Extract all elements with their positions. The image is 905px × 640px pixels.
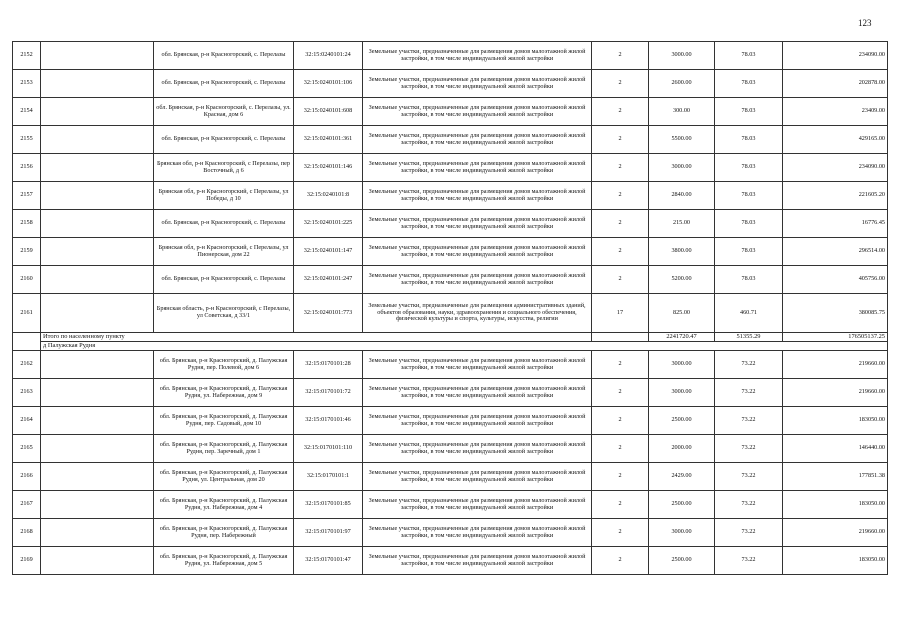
table-row [13,182,888,210]
land-use-cell: Земельные участки, предназначенные для размещения домов малоэтажной жилой застройки, в том числе индивидуальной жилой застройки [363,407,592,435]
land-use-cell: Земельные участки, предназначенные для размещения домов малоэтажной жилой застройки, в том числе индивидуальной жилой застройки [363,491,592,519]
group-code-cell: 2 [592,463,649,491]
land-use-cell: Земельные участки, предназначенные для размещения домов малоэтажной жилой застройки, в том числе индивидуальной жилой застройки [363,379,592,407]
row-number: 2167 [13,491,41,519]
subtotal-num-cell [13,333,41,342]
area-cell: 2500.00 [649,547,715,575]
area-cell: 2840.00 [649,182,715,210]
area-cell: 3000.00 [649,379,715,407]
specific-value-cell: 78.03 [715,98,783,126]
cadastral-cost-cell: 234090.00 [783,154,888,182]
table-row [13,42,888,70]
cadastral-number-cell: 32:15:0170101:110 [294,435,363,463]
cadastral-cost-cell: 219660.00 [783,379,888,407]
group-code-cell: 2 [592,42,649,70]
specific-value-cell: 73.22 [715,379,783,407]
blank-cell [41,351,154,379]
row-number: 2156 [13,154,41,182]
table-row [13,266,888,294]
subtotal-section [13,333,888,351]
settlement-num-cell [13,342,41,351]
land-use-cell: Земельные участки, предназначенные для размещения домов малоэтажной жилой застройки, в том числе индивидуальной жилой застройки [363,435,592,463]
land-use-cell: Земельные участки, предназначенные для размещения домов малоэтажной жилой застройки, в том числе индивидуальной жилой застройки [363,126,592,154]
cadastral-cost-cell: 380085.75 [783,294,888,333]
specific-value-cell: 73.22 [715,351,783,379]
settlement-name: д Палужская Рудня [41,342,888,351]
blank-cell [41,463,154,491]
subtotal-cost: 176505137.25 [783,333,888,342]
cadastral-cost-cell: 202878.00 [783,70,888,98]
cadastral-cost-cell: 16776.45 [783,210,888,238]
address-cell: обл. Брянская, р-н Красногорский, с. Перелазы [154,210,294,238]
group-code-cell: 2 [592,547,649,575]
specific-value-cell: 460.71 [715,294,783,333]
cadastral-number-cell: 32:15:0170101:97 [294,519,363,547]
land-use-cell: Земельные участки, предназначенные для размещения домов малоэтажной жилой застройки, в том числе индивидуальной жилой застройки [363,182,592,210]
table-row [13,547,888,575]
address-cell: обл. Брянская, р-н Красногорский, д. Палужская Рудня, ул. Набережная, дом 9 [154,379,294,407]
specific-value-cell: 78.03 [715,182,783,210]
table-row [13,238,888,266]
table-row [13,70,888,98]
cadastral-cost-cell: 221605.20 [783,182,888,210]
blank-cell [41,126,154,154]
blank-cell [41,294,154,333]
group-code-cell: 2 [592,435,649,463]
address-cell: обл. Брянская, р-н Красногорский, д. Палужская Рудня, ул. Центральная, дом 20 [154,463,294,491]
cadastral-cost-cell: 405756.00 [783,266,888,294]
cadastral-number-cell: 32:15:0170101:46 [294,407,363,435]
address-cell: обл. Брянская, р-н Красногорский, с. Перелазы [154,70,294,98]
land-use-cell: Земельные участки, предназначенные для размещения домов малоэтажной жилой застройки, в том числе индивидуальной жилой застройки [363,70,592,98]
address-cell: Брянская область, р-н Красногорский, с Перелазы, ул Советская, д 33/1 [154,294,294,333]
blank-cell [41,98,154,126]
cadastral-cost-cell: 429165.00 [783,126,888,154]
group-code-cell: 2 [592,182,649,210]
area-cell: 300.00 [649,98,715,126]
cadastral-number-cell: 32:15:0240101:147 [294,238,363,266]
land-use-cell: Земельные участки, предназначенные для размещения домов малоэтажной жилой застройки, в том числе индивидуальной жилой застройки [363,238,592,266]
specific-value-cell: 78.03 [715,154,783,182]
area-cell: 5500.00 [649,126,715,154]
group-code-cell: 2 [592,98,649,126]
cadastral-value-table [12,41,888,575]
group-code-cell: 2 [592,491,649,519]
address-cell: обл. Брянская, р-н Красногорский, д. Палужская Рудня, пер. Набережный [154,519,294,547]
row-number: 2157 [13,182,41,210]
specific-value-cell: 73.22 [715,547,783,575]
page-number: 123 [858,18,872,28]
specific-value-cell: 73.22 [715,407,783,435]
cadastral-cost-cell: 183050.00 [783,547,888,575]
row-number: 2165 [13,435,41,463]
group-code-cell: 2 [592,266,649,294]
specific-value-cell: 78.03 [715,210,783,238]
land-use-cell: Земельные участки, предназначенные для размещения домов малоэтажной жилой застройки, в том числе индивидуальной жилой застройки [363,351,592,379]
land-use-cell: Земельные участки, предназначенные для размещения домов малоэтажной жилой застройки, в том числе индивидуальной жилой застройки [363,463,592,491]
cadastral-cost-cell: 183050.00 [783,407,888,435]
land-use-cell: Земельные участки, предназначенные для размещения домов малоэтажной жилой застройки, в том числе индивидуальной жилой застройки [363,266,592,294]
blank-cell [41,70,154,98]
land-use-cell: Земельные участки, предназначенные для размещения домов малоэтажной жилой застройки, в том числе индивидуальной жилой застройки [363,519,592,547]
land-use-cell: Земельные участки, предназначенные для размещения домов малоэтажной жилой застройки, в том числе индивидуальной жилой застройки [363,98,592,126]
group-code-cell: 2 [592,70,649,98]
specific-value-cell: 78.03 [715,126,783,154]
table-row [13,435,888,463]
area-cell: 3000.00 [649,42,715,70]
land-use-cell: Земельные участки, предназначенные для размещения домов малоэтажной жилой застройки, в том числе индивидуальной жилой застройки [363,210,592,238]
blank-cell [41,547,154,575]
settlement-header-row [13,342,888,351]
rows-settlement-perelazy [13,42,888,333]
address-cell: обл. Брянская, р-н Красногорский, д. Палужская Рудня, ул. Набережная, дом 4 [154,491,294,519]
address-cell: Брянская обл, р-н Красногорский, с Перелазы, пер Восточный, д 6 [154,154,294,182]
row-number: 2169 [13,547,41,575]
specific-value-cell: 78.03 [715,238,783,266]
blank-cell [41,182,154,210]
area-cell: 2000.00 [649,435,715,463]
blank-cell [41,491,154,519]
blank-cell [41,42,154,70]
table-row [13,351,888,379]
blank-cell [41,407,154,435]
group-code-cell: 2 [592,351,649,379]
cadastral-number-cell: 32:15:0240101:225 [294,210,363,238]
blank-cell [41,266,154,294]
table-row [13,98,888,126]
address-cell: Брянская обл, р-н Красногорский, с Перелазы, ул Победы, д 10 [154,182,294,210]
cadastral-number-cell: 32:15:0240101:106 [294,70,363,98]
subtotal-row [13,333,888,342]
cadastral-cost-cell: 183050.00 [783,491,888,519]
area-cell: 825.00 [649,294,715,333]
cadastral-number-cell: 32:15:0240101:773 [294,294,363,333]
specific-value-cell: 73.22 [715,491,783,519]
row-number: 2160 [13,266,41,294]
row-number: 2154 [13,98,41,126]
row-number: 2166 [13,463,41,491]
specific-value-cell: 73.22 [715,519,783,547]
cadastral-cost-cell: 219660.00 [783,351,888,379]
row-number: 2162 [13,351,41,379]
area-cell: 3000.00 [649,519,715,547]
cadastral-number-cell: 32:15:0240101:24 [294,42,363,70]
address-cell: обл. Брянская, р-н Красногорский, с. Перелазы [154,266,294,294]
cadastral-number-cell: 32:15:0240101:247 [294,266,363,294]
rows-settlement-paluzhskaya-rudnya [13,351,888,575]
address-cell: обл. Брянская, р-н Красногорский, д. Палужская Рудня, пер. Садовый, дом 10 [154,407,294,435]
specific-value-cell: 78.03 [715,266,783,294]
row-number: 2161 [13,294,41,333]
cadastral-number-cell: 32:15:0170101:28 [294,351,363,379]
area-cell: 2500.00 [649,407,715,435]
subtotal-area: 2241720.47 [649,333,715,342]
table-row [13,491,888,519]
cadastral-number-cell: 32:15:0170101:1 [294,463,363,491]
area-cell: 2429.00 [649,463,715,491]
table-row [13,519,888,547]
row-number: 2159 [13,238,41,266]
table-row [13,379,888,407]
row-number: 2163 [13,379,41,407]
group-code-cell: 2 [592,407,649,435]
blank-cell [41,210,154,238]
row-number: 2158 [13,210,41,238]
group-code-cell: 2 [592,210,649,238]
land-use-cell: Земельные участки, предназначенные для размещения домов малоэтажной жилой застройки, в том числе индивидуальной жилой застройки [363,154,592,182]
address-cell: обл. Брянская, р-н Красногорский, с. Перелазы, ул. Красная, дом 6 [154,98,294,126]
cadastral-number-cell: 32:15:0240101:608 [294,98,363,126]
specific-value-cell: 73.22 [715,435,783,463]
table-row [13,210,888,238]
cadastral-number-cell: 32:15:0170101:72 [294,379,363,407]
group-code-cell: 2 [592,379,649,407]
row-number: 2168 [13,519,41,547]
cadastral-number-cell: 32:15:0240101:361 [294,126,363,154]
cadastral-cost-cell: 23409.00 [783,98,888,126]
area-cell: 3000.00 [649,351,715,379]
address-cell: Брянская обл, р-н Красногорский, с Перелазы, ул Пионерская, дом 22 [154,238,294,266]
table-row [13,154,888,182]
blank-cell [41,519,154,547]
blank-cell [41,238,154,266]
group-code-cell: 2 [592,126,649,154]
cadastral-cost-cell: 234090.00 [783,42,888,70]
cadastral-cost-cell: 219660.00 [783,519,888,547]
area-cell: 2500.00 [649,491,715,519]
blank-cell [41,379,154,407]
cadastral-number-cell: 32:15:0240101:146 [294,154,363,182]
row-number: 2153 [13,70,41,98]
cadastral-cost-cell: 146440.00 [783,435,888,463]
land-use-cell: Земельные участки, предназначенные для размещения домов малоэтажной жилой застройки, в том числе индивидуальной жилой застройки [363,547,592,575]
area-cell: 215.00 [649,210,715,238]
address-cell: обл. Брянская, р-н Красногорский, с. Перелазы [154,126,294,154]
group-code-cell: 17 [592,294,649,333]
row-number: 2164 [13,407,41,435]
cadastral-number-cell: 32:15:0170101:85 [294,491,363,519]
subtotal-count-cell [592,333,649,342]
cadastral-cost-cell: 177851.38 [783,463,888,491]
row-number: 2155 [13,126,41,154]
subtotal-label: Итого по населенному пункту [41,333,592,342]
specific-value-cell: 78.03 [715,70,783,98]
area-cell: 5200.00 [649,266,715,294]
area-cell: 3800.00 [649,238,715,266]
group-code-cell: 2 [592,154,649,182]
area-cell: 2600.00 [649,70,715,98]
table-row [13,126,888,154]
land-use-cell: Земельные участки, предназначенные для размещения домов малоэтажной жилой застройки, в том числе индивидуальной жилой застройки [363,42,592,70]
specific-value-cell: 73.22 [715,463,783,491]
area-cell: 3000.00 [649,154,715,182]
address-cell: обл. Брянская, р-н Красногорский, д. Палужская Рудня, пер. Заречный, дом 1 [154,435,294,463]
cadastral-cost-cell: 296514.00 [783,238,888,266]
address-cell: обл. Брянская, р-н Красногорский, д. Палужская Рудня, пер. Полевой, дом 6 [154,351,294,379]
specific-value-cell: 78.03 [715,42,783,70]
table-row [13,294,888,333]
group-code-cell: 2 [592,519,649,547]
cadastral-number-cell: 32:15:0240101:8 [294,182,363,210]
land-use-cell: Земельные участки, предназначенные для размещения административных зданий, объектов образования, науки, здравоохранения и социального обеспечения, физической культуры и спорта, культуры, искусства, религии [363,294,592,333]
table-row [13,463,888,491]
address-cell: обл. Брянская, р-н Красногорский, с. Перелазы [154,42,294,70]
blank-cell [41,435,154,463]
table-row [13,407,888,435]
address-cell: обл. Брянская, р-н Красногорский, д. Палужская Рудня, ул. Набережная, дом 5 [154,547,294,575]
row-number: 2152 [13,42,41,70]
cadastral-number-cell: 32:15:0170101:47 [294,547,363,575]
blank-cell [41,154,154,182]
group-code-cell: 2 [592,238,649,266]
subtotal-rate: 51355.29 [715,333,783,342]
